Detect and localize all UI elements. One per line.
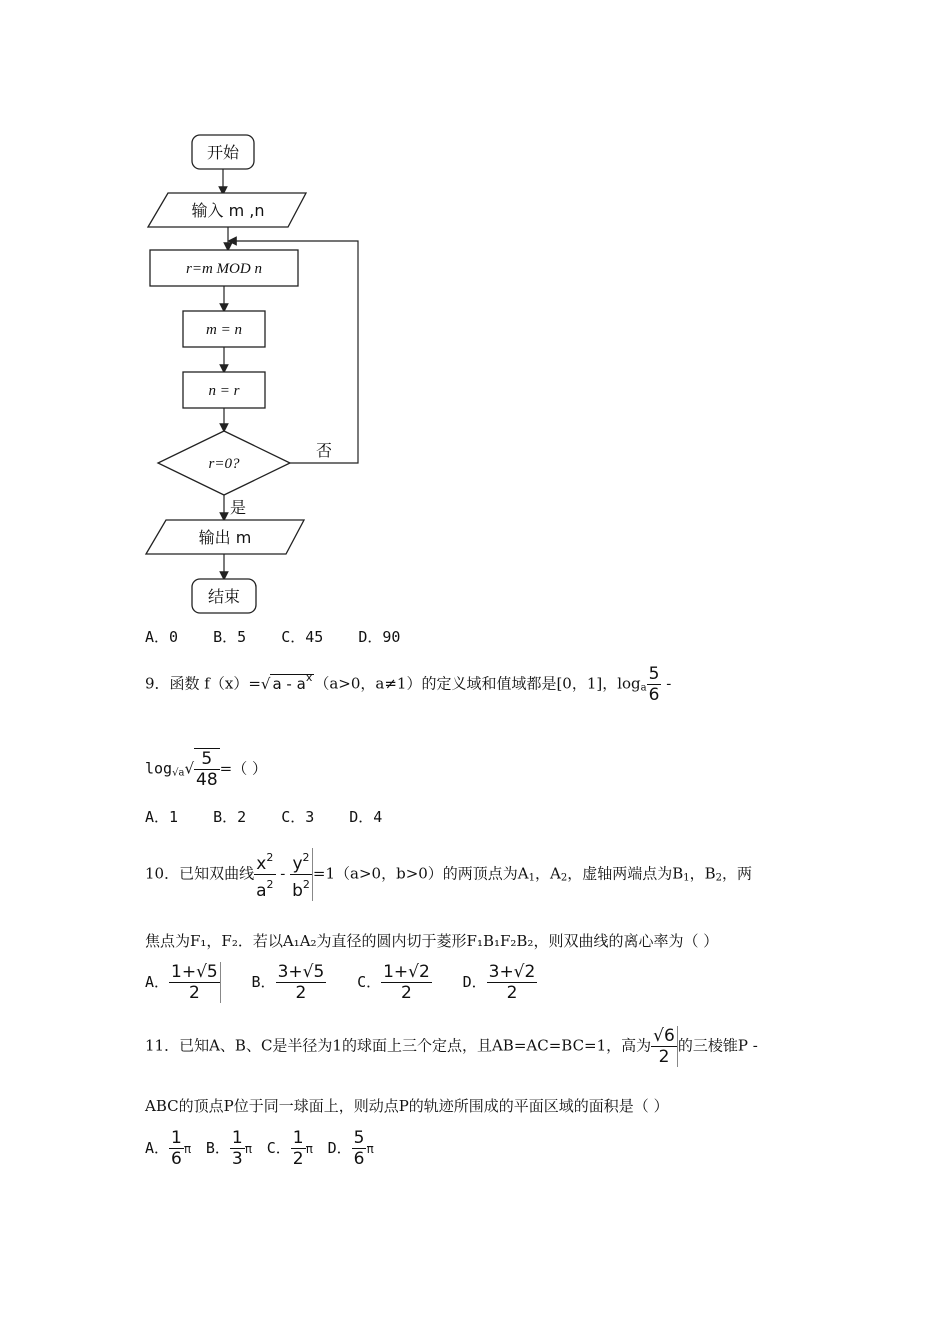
- mod-step-label: r=m MOD n: [186, 261, 262, 277]
- q10-option-d: D． $\frac{3+√2}{2}$: [462, 962, 536, 1003]
- q11-stem-line1: [145, 1026, 758, 1067]
- q9-stem-line1: [145, 664, 671, 705]
- q9-sqrt-fraction: √ $\frac{5}{48}$: [184, 749, 218, 790]
- q10-dash: -: [275, 864, 291, 883]
- q8-option-d: D．90: [358, 628, 401, 646]
- q10-stem-line2: 焦点为F₁，F₂．若以A₁A₂为直径的圆内切于菱形F₁B₁F₂B₂，则双曲线的离心率为（ ）: [145, 932, 719, 950]
- decision-label: r=0?: [208, 456, 240, 472]
- q9-stem-line2: [145, 748, 267, 790]
- q10-option-b: B． $\frac{3+√5}{2}$: [251, 962, 325, 1003]
- q9-condition: （a>0，a≠1）的定义域和值域都是[0，1]，log: [314, 674, 641, 693]
- q11-option-d: D． $\frac{5}{6}$ π: [327, 1128, 374, 1169]
- q10-rest1: =1（a>0，b>0）的两顶点为A: [312, 864, 529, 883]
- q9-log2: log: [145, 759, 173, 778]
- q10-x-fraction: $\frac{x^2}{a^2}$: [256, 851, 274, 901]
- q9-tail: =（ ）: [219, 759, 267, 778]
- q10-y-fraction: $\frac{y^2}{b^2}$: [290, 848, 313, 901]
- q9-option-b: B．2: [213, 808, 247, 826]
- q9-options: [145, 806, 408, 827]
- q9-fraction-5-6: $\frac{5}{6}$: [648, 664, 660, 705]
- q8-option-a: A．0: [145, 628, 179, 646]
- assign-m-label: m = n: [206, 322, 242, 338]
- flowchart: [140, 125, 380, 620]
- input-label: 输入 m ,n: [191, 201, 265, 220]
- q11-option-a: A． $\frac{1}{6}$ π: [145, 1128, 192, 1169]
- q9-option-c: C．3: [281, 808, 315, 826]
- q11-stem-line2: ABC的顶点P位于同一球面上，则动点P的轨迹所围成的平面区域的面积是（ ）: [145, 1097, 669, 1115]
- yes-label: 是: [230, 498, 247, 517]
- q9-minus: -: [661, 674, 672, 693]
- q10-prefix: 10．已知双曲线: [145, 864, 255, 883]
- q11-height-fraction: $\frac{√6}{2}$: [651, 1026, 678, 1067]
- assign-n-label: n = r: [208, 383, 240, 399]
- q11-options: [145, 1128, 384, 1169]
- start-label: 开始: [206, 143, 240, 162]
- q8-options: [145, 626, 426, 647]
- q10-option-a: A． $\frac{1+√5}{2}$: [145, 962, 221, 1003]
- q11-line1a: 11．已知A、B、C是半径为1的球面上三个定点，且AB=AC=BC=1，高为: [145, 1036, 652, 1055]
- q10-option-c: C． $\frac{1+√2}{2}$: [357, 962, 430, 1003]
- output-label: 输出 m: [198, 528, 252, 547]
- q11-option-b: B． $\frac{1}{3}$ π: [205, 1128, 252, 1169]
- q9-option-a: A．1: [145, 808, 179, 826]
- q10-stem-line1: 10．已知双曲线 $\frac{x^2}{a^2}$ - $\frac{y^2}{b^2}$ =1（a>0，b>0）的两顶点为$A_1$，$A_2$，虚轴两端点为$B_1$，$B_2$，两: [145, 848, 752, 901]
- q11-line1b: 的三棱锥P -: [677, 1036, 758, 1055]
- q9-prefix: 9．函数 f（x）=: [145, 674, 261, 693]
- q8-option-c: C．45: [281, 628, 324, 646]
- q10-options: [145, 962, 563, 1003]
- end-label: 结束: [207, 587, 241, 606]
- no-label: 否: [316, 441, 333, 460]
- q9-sqrt: √ a - $a^x$: [260, 670, 313, 693]
- q9-log-base: a: [640, 682, 647, 694]
- q9-log2-base: √a: [172, 767, 185, 779]
- q8-option-b: B．5: [213, 628, 247, 646]
- q11-option-c: C． $\frac{1}{2}$ π: [266, 1128, 313, 1169]
- q9-option-d: D．4: [349, 808, 383, 826]
